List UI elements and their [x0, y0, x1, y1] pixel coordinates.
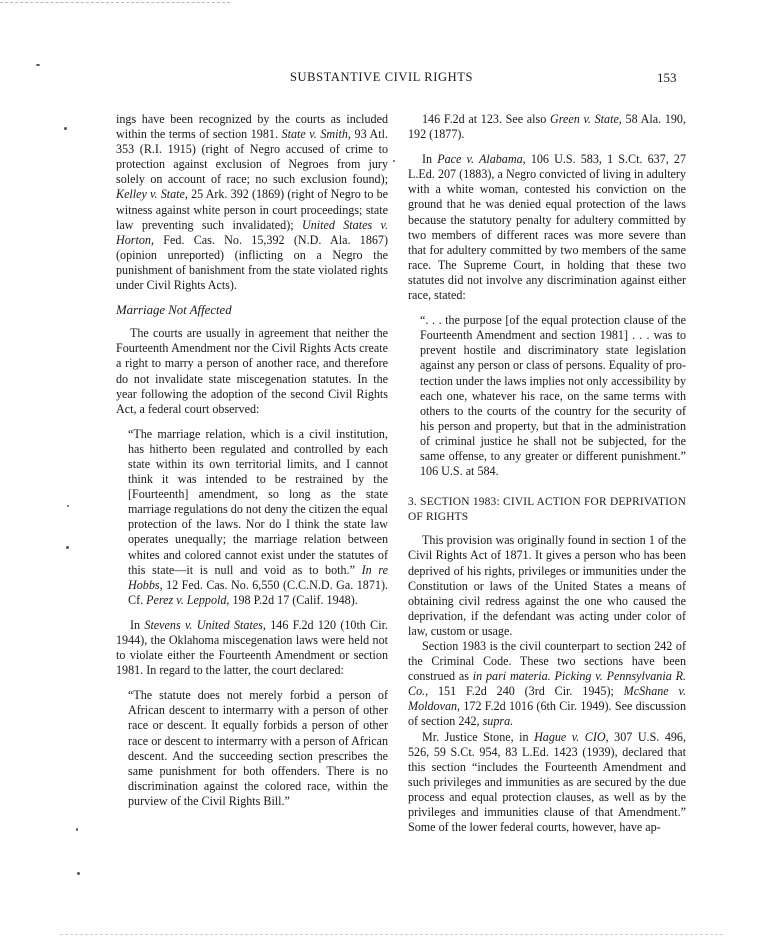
scan-speck — [66, 546, 69, 549]
text-run: 198 P.2d 17 (Calif. 1948). — [229, 592, 358, 607]
paragraph — [116, 618, 388, 678]
right-column — [408, 112, 686, 835]
text-run: 172 F.2d 1016 (6th Cir. 1949). See discussion of section 242, — [408, 699, 686, 729]
text-run: This provision was originally found in section 1 of the Civil Rights Act of 1871. It gives a person who has been deprived of his rights, privileges or immunities under the Constitution or laws of the United States a means of obtaining civil redress against the one who caused the deprivation, if the defendant was acting under color of law, custom or usage. — [408, 533, 686, 638]
text-run: 106 U.S. 583, 1 S.Ct. 637, 27 L.Ed. 207 (1883), a Negro convicted of living in adultery with a white woman, contested his conviction on the ground that he was denied equal protection of the laws because the statutory penalty for adultery committed by two members of different races was more severe than that for adultery committed by two members of the same race. The Supreme Court, in holding that these two statutes did not involve any discrimination against either race, stated: — [408, 152, 687, 303]
scan-speck — [36, 64, 40, 66]
case-citation: Perez v. Leppold, — [146, 592, 230, 607]
scan-speck — [393, 160, 395, 162]
page-number: 153 — [657, 70, 677, 85]
case-citation: Kelley v. State, — [116, 187, 188, 202]
case-citation: State v. Smith, — [281, 127, 351, 142]
case-citation: Green v. State, — [549, 112, 622, 126]
block-quote — [128, 427, 388, 608]
text-run: 146 F.2d 120 (10th Cir. 1944), the Oklahoma miscegenation laws were held not to violate either the Fourteenth Amendment or section 1981. In regard to the latter, the court declared: — [116, 617, 388, 678]
running-head: SUBSTANTIVE CIVIL RIGHTS — [289, 70, 474, 84]
scan-speck — [64, 127, 67, 130]
case-citation: Hague v. CIO, — [534, 729, 609, 744]
case-citation: Pace v. Alabama, — [437, 152, 526, 167]
text-run: “The statute does not merely forbid a person of African descent to intermarry with a person of other race or descent. It equally forbids a person of other race or descent to intermarry with a person of African descent. And the succeeding section prescribes the same punishment for both offenders. There is no discrimination against the colored race, within the purview of the Civil Rights Bill.” — [128, 688, 388, 808]
scan-speck — [67, 505, 69, 507]
text-run: Mr. Justice Stone, in — [422, 729, 535, 744]
text-run: In — [422, 152, 438, 167]
scan-edge-top — [0, 2, 230, 3]
block-quote — [128, 688, 388, 809]
case-citation: Stevens v. United States, — [144, 617, 266, 632]
case-citation: in pari materia. Picking v. Pennsylvania R. Co., — [408, 669, 686, 699]
text-run: Fed. Cas. No. 15,392 (N.D. Ala. 1867) (opinion unreported) (inflicting on a Negro the punishment of banishment from the state violated rights under Civil Rights Acts). — [116, 232, 388, 293]
text-run: 151 F.2d 240 (3rd Cir. 1945); — [428, 684, 624, 699]
text-run: The courts are usually in agreement that neither the Fourteenth Amendment nor the Civil Rights Acts create a right to marry a person of another race, and therefore do not invalidate state miscegenation statutes. In the year following the adoption of the second Civil Rights Act, a federal court observed: — [116, 326, 388, 416]
scan-speck — [76, 828, 78, 831]
left-column — [116, 112, 388, 809]
text-run: Section 1983 is the civil counterpart to section 242 of the Criminal Code. These two sections have been construed as — [408, 639, 686, 684]
text-run: 12 Fed. Cas. No. 6,550 (C.C.N.D. Ga. 1871). Cf. — [128, 577, 388, 607]
text-run: “The marriage relation, which is a civil institution, has hitherto been regulated and controlled by each state within its own territorial limits, and I cannot think it was intended to be restrained by the [Fourteenth] amendment, so long as the state marriage regulations do not deny the citizen the equal protection of the laws. Nor do I think the state law operates unequally; the marriage relation between whites and colored cannot exist under the statutes of this state—it is null and void as to both.” — [128, 426, 388, 577]
block-quote — [420, 313, 686, 479]
case-citation: United States v. Horton, — [116, 217, 389, 247]
case-citation: supra. — [482, 714, 514, 729]
section-heading-marriage: Marriage Not Affected — [116, 303, 232, 318]
paragraph — [408, 112, 686, 142]
text-run: 307 U.S. 496, 526, 59 S.Ct. 954, 83 L.Ed. 1423 (1939), declared that this section “includes the Fourteenth Amendment and such privileges and immunities as are secured by the due process and equal protection clauses, as well as by the privileges and immunities clause of that Amendment.” Some of the lower federal courts, however, have ap- — [408, 729, 687, 835]
scan-edge-bottom — [60, 934, 723, 935]
text-run: 93 Atl. 353 (R.I. 1915) (right of Negro accused of crime to protection against exclusion of Negroes from jury solely on account of race; no such exclusion found); — [116, 127, 389, 187]
case-citation: In re Hobbs, — [128, 562, 388, 592]
text-run: 25 Ark. 392 (1869) (right of Negro to be witness against white person in court proceedings; state law preventing such invalidated); — [116, 187, 388, 232]
scan-speck — [77, 872, 80, 875]
text-run: ings have been recognized by the courts as included within the terms of section 1981. — [116, 112, 388, 142]
case-citation: McShane v. Moldovan, — [408, 684, 686, 714]
paragraph — [408, 639, 686, 730]
text-run: 58 Ala. 190, 192 (1877). — [408, 112, 686, 142]
paragraph — [408, 152, 686, 303]
section-heading-1983: 3. SECTION 1983: CIVIL ACTION FOR DEPRIVATION OF RIGHTS — [408, 496, 686, 524]
paragraph — [408, 533, 686, 639]
paragraph — [116, 326, 388, 417]
paragraph — [116, 112, 388, 293]
text-run: In — [130, 617, 145, 632]
text-run: 146 F.2d at 123. See also — [422, 112, 550, 126]
paragraph — [408, 730, 686, 836]
text-run: “. . . the purpose [of the equal protection clause of the Fourteenth Amendment and section 1981] . . . was to prevent hostile and discriminatory state legislation against any person or class of persons. Equality of protection under the laws implies not only accessibility by each one, whatever his race, on the same terms with others to the courts of the country for the security of his person and property, but that in the administration of criminal justice he shall not be subjected, for the same offense, to any greater or different punishment.” 106 U.S. at 584. — [420, 313, 687, 479]
